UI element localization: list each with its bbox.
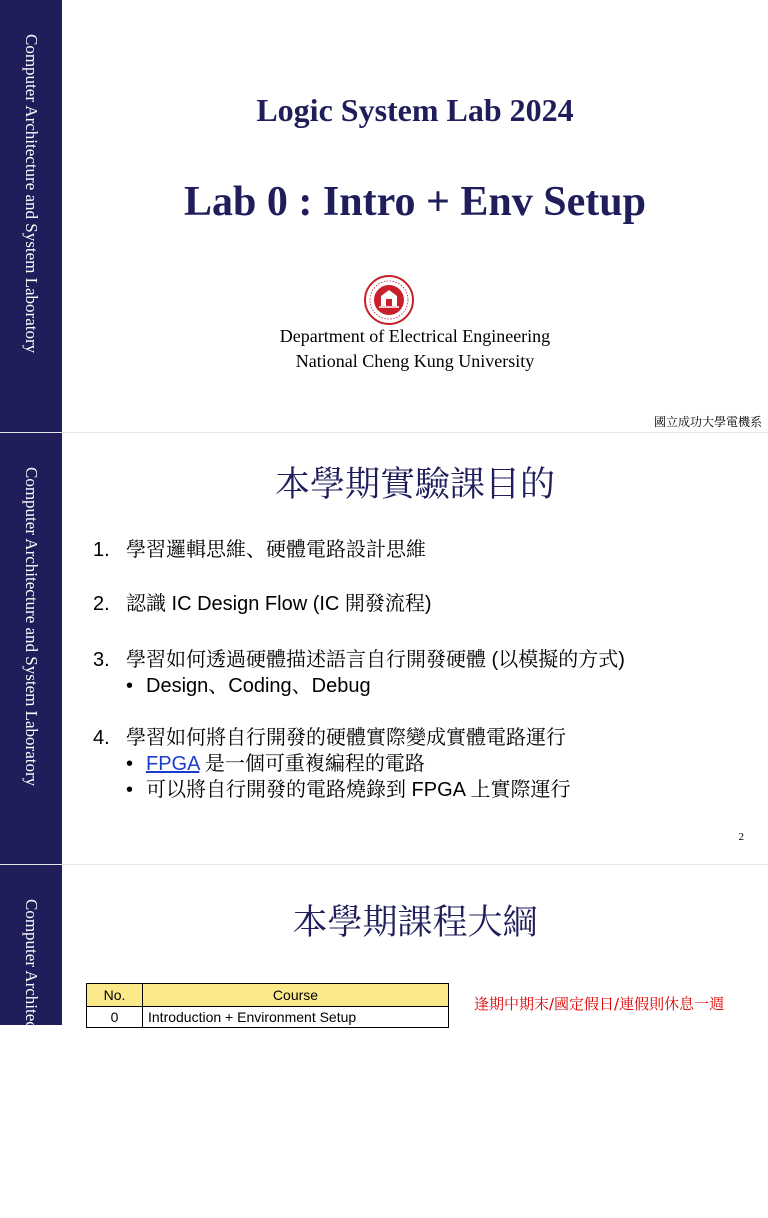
objective-item [93,647,753,699]
subitem-text: 是一個可重複編程的電路 [199,753,425,775]
bullet-icon: • [126,779,134,801]
objective-text: 學習邏輯思維、硬體電路設計思維 [126,539,426,561]
university-name: National Cheng Kung University [295,351,535,371]
objective-item [93,537,753,563]
bullet-icon: • [126,675,134,697]
objective-number: 1. [93,539,110,561]
department-chinese-label: 國立成功大學電機系 [653,415,762,429]
page-number: 2 [738,831,744,843]
department-block [62,324,768,374]
objective-text: 學習如何透過硬體描述語言自行開發硬體 (以模擬的方式) [126,649,625,671]
slide-sidebar [0,865,62,1218]
bullet-icon: • [126,753,134,775]
sidebar-lab-name: Computer Architecture and System Laboratory [22,467,41,787]
course-title: Logic System Lab 2024 [256,92,574,128]
objective-subitem [93,777,753,803]
slide-objectives [0,432,768,865]
ncku-seal-icon [363,274,415,326]
objectives-heading: 本學期實驗課目的 [274,465,555,505]
subitem-text: Design、Coding、Debug [146,675,371,697]
subitem-text: 可以將自行開發的電路燒錄到 FPGA 上實際運行 [146,779,571,801]
fpga-link[interactable]: FPGA [146,753,200,775]
objective-subitem [93,751,753,777]
objective-text: 學習如何將自行開發的硬體實際變成實體電路運行 [126,727,566,749]
slide-outline [0,864,768,1218]
holiday-note: 逢期中期末/國定假日/連假則休息一週 [474,995,725,1013]
sidebar-lab-name: Computer Architecture and System Laboratory [22,34,41,354]
objective-number: 2. [93,593,110,615]
outline-heading: 本學期課程大綱 [292,903,538,943]
slide-title [0,0,768,432]
column-header-no: No. [87,984,143,1007]
slide-sidebar [0,433,62,865]
sidebar-lab-name: Computer Architecture and System Laboratory [22,899,41,1218]
slide-sidebar [0,0,62,432]
cell-course: Introduction + Environment Setup [143,1007,449,1028]
table-row [87,1007,449,1028]
table-header-row [87,984,449,1007]
objective-number: 3. [93,649,110,671]
objective-subitem [93,673,753,699]
objective-number: 4. [93,727,110,749]
course-outline-table [86,983,449,1028]
objective-item [93,725,753,803]
department-name: Department of Electrical Engineering [279,326,551,346]
objective-text: 認識 IC Design Flow (IC 開發流程) [126,593,432,615]
lab-title: Lab 0 : Intro + Env Setup [184,179,646,225]
objective-item [93,591,753,617]
column-header-course: Course [143,984,449,1007]
cell-no: 0 [87,1007,143,1028]
